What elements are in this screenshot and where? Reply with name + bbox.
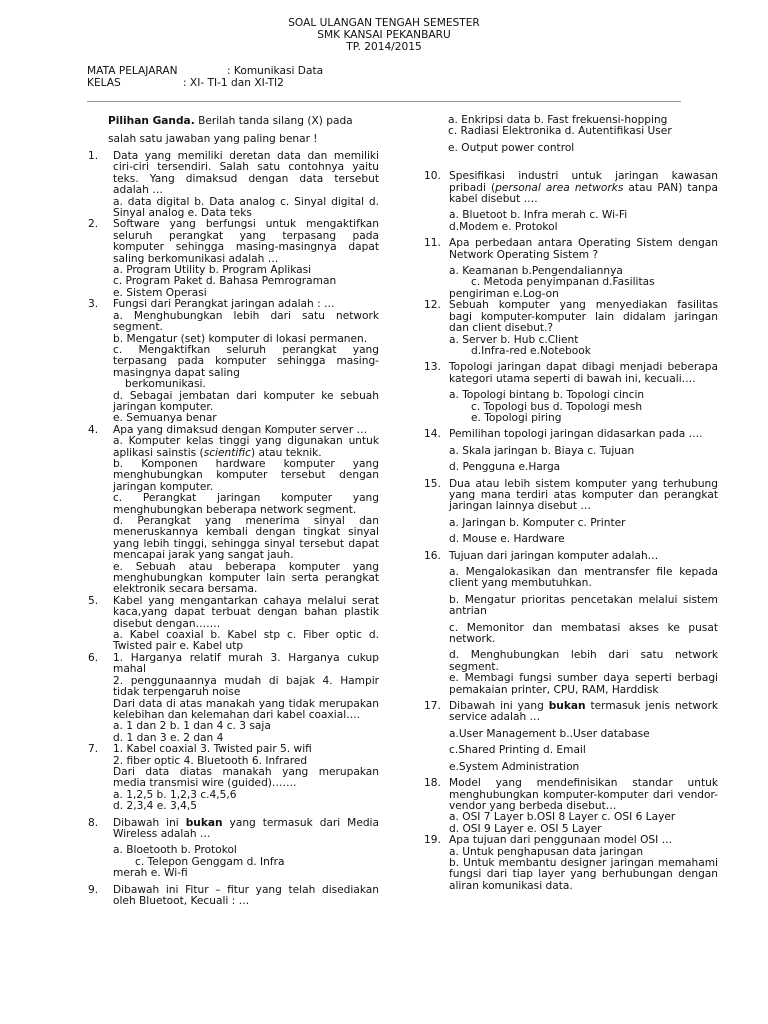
option-line: d. Mouse e. Hardware (449, 533, 565, 546)
question-number: 3. (88, 298, 99, 311)
question-text: Topologi jaringan dapat dibagi menjadi beberapa kategori utama seperti di bawah ini, kecuali…. (449, 361, 718, 385)
option-line: e. Topologi piring (471, 411, 562, 424)
option-line: e. Output power control (448, 141, 575, 154)
statement-line: 2. fiber optic 4. Bluetooth 6. Infrared (113, 754, 308, 767)
option-line: a. 1 dan 2 b. 1 dan 4 c. 3 saja (113, 720, 271, 733)
instructions-bold: Pilihan Ganda. (108, 115, 195, 127)
option-line: c. Topologi bus d. Topologi mesh (471, 400, 643, 413)
question-5 (88, 596, 379, 653)
option-b: b. Mengatur (set) komputer di lokasi permanen. (113, 332, 368, 345)
question-15 (424, 479, 718, 546)
option-line: c. Program Paket d. Bahasa Pemrograman (113, 275, 337, 288)
statement-line: 2. penggunaannya mudah di bajak 4. Hampir tidak terpengaruh noise (113, 674, 379, 699)
option-c: c. Perangkat jaringan komputer yang menghubungkan beberapa network segment. (113, 492, 379, 516)
header-year: TP. 2014/2015 (346, 41, 422, 53)
option-e: e. Sebuah atau beberapa komputer yang menghubungkan komputer lain serta perangkat elektronik secara bersama. (113, 560, 379, 596)
option-line: d. OSI 9 Layer e. OSI 5 Layer (449, 822, 602, 835)
question-text: Model yang mendefinisikan standar untuk menghubungkan komputer-komputer dari vendor-vendor yang berbeda disebut… (449, 777, 718, 812)
question-text: Dari data di atas manakah yang tidak merupakan kelebihan dan kelemahan dari kabel coaxial…. (113, 697, 379, 721)
option-line: d.Modem e. Protokol (449, 220, 558, 233)
option-line: c. Radiasi Elektronika d. Autentifikasi User (448, 125, 672, 138)
question-text-bold: bukan (548, 700, 586, 713)
question-16 (424, 551, 718, 696)
question-number: 9. (88, 883, 99, 896)
header-school: SMK KANSAI PEKANBARU (317, 29, 451, 41)
question-17 (424, 701, 718, 773)
question-number: 12. (424, 299, 441, 312)
option-a-end: ) atau teknik. (250, 446, 322, 459)
option-a-italic: scientific (203, 446, 251, 459)
question-text: Sebuah komputer yang menyediakan fasilitas bagi komputer-komputer lain didalam jaringan dan client disebut.? (449, 299, 718, 335)
question-1 (88, 151, 379, 219)
question-2 (88, 219, 379, 299)
question-number: 16. (424, 549, 441, 562)
question-text: Dua atau lebih sistem komputer yang terhubung yang mana terdiri atas komputer dan perangkat jaringan lainnya disebut … (449, 477, 718, 513)
question-number: 1. (88, 150, 99, 162)
option-line: a. Server b. Hub c.Client (449, 333, 579, 346)
option-line: a. OSI 7 Layer b.OSI 8 Layer c. OSI 6 Layer (449, 811, 676, 824)
option-a (113, 436, 379, 459)
question-text: Data yang memiliki deretan data dan memiliki ciri-ciri tersendiri. Salah satu contohnya yaitu teks. Yang dimaksud dengan data tersebut adalah … (113, 150, 379, 197)
meta-class (87, 78, 284, 89)
question-text (113, 818, 379, 841)
option-d: d. Sebagai jembatan dari komputer ke sebuah jaringan komputer. (113, 389, 379, 413)
question-19 (424, 835, 718, 892)
question-number: 10. (424, 170, 441, 183)
option-line: a. Program Utility b. Program Aplikasi (113, 264, 312, 277)
question-number: 14. (424, 428, 441, 441)
question-6 (88, 653, 379, 744)
header-divider (87, 101, 681, 102)
option-line: a. Bloetooth b. Protokol (113, 844, 237, 857)
question-number: 8. (88, 816, 99, 829)
subject-value: : Komunikasi Data (227, 65, 324, 77)
option-line: d. Pengguna e.Harga (449, 461, 561, 474)
question-text-b: atau PAN) tanpa kabel disebut …. (449, 181, 718, 206)
question-text (449, 171, 718, 205)
option-c: c. Mengaktifkan seluruh perangkat yang terpasang pada komputer sehingga masing-masingnya dapat saling (113, 343, 379, 379)
option-d: d. Menghubungkan lebih dari satu network segment. (449, 649, 718, 673)
option-line: a. Enkripsi data b. Fast frekuensi-hopping (448, 114, 668, 126)
question-text-post: yang termasuk dari Media Wireless adalah … (113, 816, 379, 840)
question-text: Pemilihan topologi jaringan didasarkan pada …. (449, 428, 703, 441)
option-c: c. Memonitor dan membatasi akses ke pusat network. (449, 621, 718, 646)
question-text-bold: bukan (185, 816, 223, 829)
class-value: : XI- TI-1 dan XI-TI2 (183, 77, 284, 89)
option-line: c.Shared Printing d. Email (449, 744, 586, 757)
question-text-pre: Dibawah ini yang (449, 700, 549, 713)
question-7 (88, 744, 379, 812)
statement-line: 1. Harganya relatif murah 3. Harganya cukup mahal (113, 651, 379, 676)
question-number: 7. (88, 743, 99, 756)
option-line: d.Infra-red e.Notebook (471, 344, 591, 357)
option-line: a. Keamanan b.Pengendaliannya (449, 265, 623, 278)
option-c-cont: berkomunikasi. (125, 378, 206, 391)
question-10 (424, 171, 718, 233)
question-text: Dibawah ini Fitur – fitur yang telah disediakan oleh Bluetoot, Kecuali : … (113, 883, 379, 907)
statement-line: 1. Kabel coaxial 3. Twisted pair 5. wifi (113, 743, 312, 756)
option-e: e. Membagi fungsi sumber daya seperti berbagi pemakaian printer, CPU, RAM, Harddisk (449, 672, 718, 696)
option-line: e. Sistem Operasi (113, 286, 207, 299)
subject-label: MATA PELAJARAN (87, 65, 178, 77)
question-8 (88, 818, 379, 880)
question-number: 11. (424, 237, 441, 250)
question-text: Apa tujuan dari penggunaan model OSI … (449, 834, 673, 847)
option-line: c. Telepon Genggam d. Infra (135, 855, 285, 868)
question-number: 17. (424, 700, 441, 713)
question-text: Apa perbedaan antara Operating Sistem dengan Network Operating Sistem ? (449, 237, 718, 261)
question-number: 5. (88, 594, 99, 607)
question-number: 13. (424, 361, 441, 374)
option-a-text: a. Komputer kelas tinggi yang digunakan untuk aplikasi sainstis ( (113, 435, 379, 459)
question-12 (424, 300, 718, 357)
instructions-text: Berilah tanda silang (X) pada salah satu jawaban yang paling benar ! (108, 115, 353, 145)
option-d: d. Perangkat yang menerima sinyal dan meneruskannya kembali dengan tingkat sinyal yang lebih tinggi, sehingga sinyal tersebut dapat mencapai jarak yang sangat jauh. (113, 515, 379, 562)
question-4 (88, 425, 379, 596)
question-text (449, 701, 718, 724)
question-9 (88, 885, 379, 908)
option-line: e.System Administration (449, 760, 580, 773)
option-line: a. Jaringan b. Komputer c. Printer (449, 516, 626, 529)
option-line: d. 2,3,4 e. 3,4,5 (113, 800, 197, 813)
question-number: 19. (424, 834, 441, 847)
question-text-post: termasuk jenis network service adalah … (449, 700, 718, 724)
option-line: a. Skala jaringan b. Biaya c. Tujuan (449, 444, 635, 457)
option-line: c. Metoda penyimpanan d.Fasilitas (471, 276, 655, 289)
left-column (88, 112, 379, 907)
question-14 (424, 429, 718, 473)
option-b: b. Mengatur prioritas pencetakan melalui sistem antrian (449, 593, 718, 618)
question-13 (424, 362, 718, 424)
option-e: e. Semuanya benar (113, 412, 217, 425)
question-options: a. data digital b. Data analog c. Sinyal digital d. Sinyal analog e. Data teks (113, 195, 379, 220)
question-options: a. Kabel coaxial b. Kabel stp c. Fiber optic d. Twisted pair e. Kabel utp (113, 629, 379, 653)
option-line: a.User Management b..User database (449, 727, 650, 740)
question-number: 15. (424, 477, 441, 490)
option-a: a. Menghubungkan lebih dari satu network segment. (113, 309, 379, 334)
question-text: Tujuan dari jaringan komputer adalah… (449, 549, 659, 562)
question-number: 18. (424, 777, 441, 790)
option-b: b. Untuk membantu designer jaringan memahami fungsi dari tiap layer yang berhubungan dengan aliran komunikasi data. (449, 856, 718, 892)
question-text: Apa yang dimaksud dengan Komputer server … (113, 423, 368, 436)
option-line: pengiriman e.Log-on (449, 287, 559, 300)
question-number: 4. (88, 423, 99, 436)
right-column (424, 115, 718, 892)
option-a: a. Untuk penghapusan data jaringan (449, 845, 644, 858)
question-text: Kabel yang mengantarkan cahaya melalui serat kaca,yang dapat terbuat dengan bahan plastik disebut dengan……. (113, 594, 379, 630)
option-line: d. 1 dan 3 e. 2 dan 4 (113, 731, 224, 744)
question-text-pre: Dibawah ini (113, 816, 186, 829)
question-number: 6. (88, 651, 99, 664)
meta-subject (87, 66, 323, 77)
header-title: SOAL ULANGAN TENGAH SEMESTER (288, 17, 480, 29)
option-line: a. 1,2,5 b. 1,2,3 c.4,5,6 (113, 788, 237, 801)
question-text-italic: personal area networks (495, 181, 624, 194)
question-text: Fungsi dari Perangkat jaringan adalah : … (113, 298, 335, 311)
option-line: merah e. Wi-fi (113, 867, 188, 880)
class-label: KELAS (87, 77, 121, 89)
question-text: Dari data diatas manakah yang merupakan media transmisi wire (guided)……. (113, 765, 379, 790)
question-9-options (424, 115, 718, 154)
question-18 (424, 778, 718, 835)
option-b: b. Komponen hardware komputer yang menghubungkan komputer tersebut dengan jaringan komputer. (113, 457, 379, 493)
option-line: a. Topologi bintang b. Topologi cincin (449, 389, 645, 402)
option-line: a. Bluetoot b. Infra merah c. Wi-Fi (449, 209, 628, 222)
option-a: a. Mengalokasikan dan mentransfer file kepada client yang membutuhkan. (449, 566, 718, 590)
question-11 (424, 238, 718, 300)
instructions (88, 112, 379, 148)
question-text-a: Spesifikasi industri untuk jaringan kawasan pribadi ( (449, 170, 718, 194)
question-number: 2. (88, 218, 99, 231)
question-3 (88, 299, 379, 424)
question-text: Software yang berfungsi untuk mengaktifkan seluruh perangkat yang terpasang pada komputer sehingga masing-masingnya dapat saling berkomunikasi adalah … (113, 218, 379, 265)
